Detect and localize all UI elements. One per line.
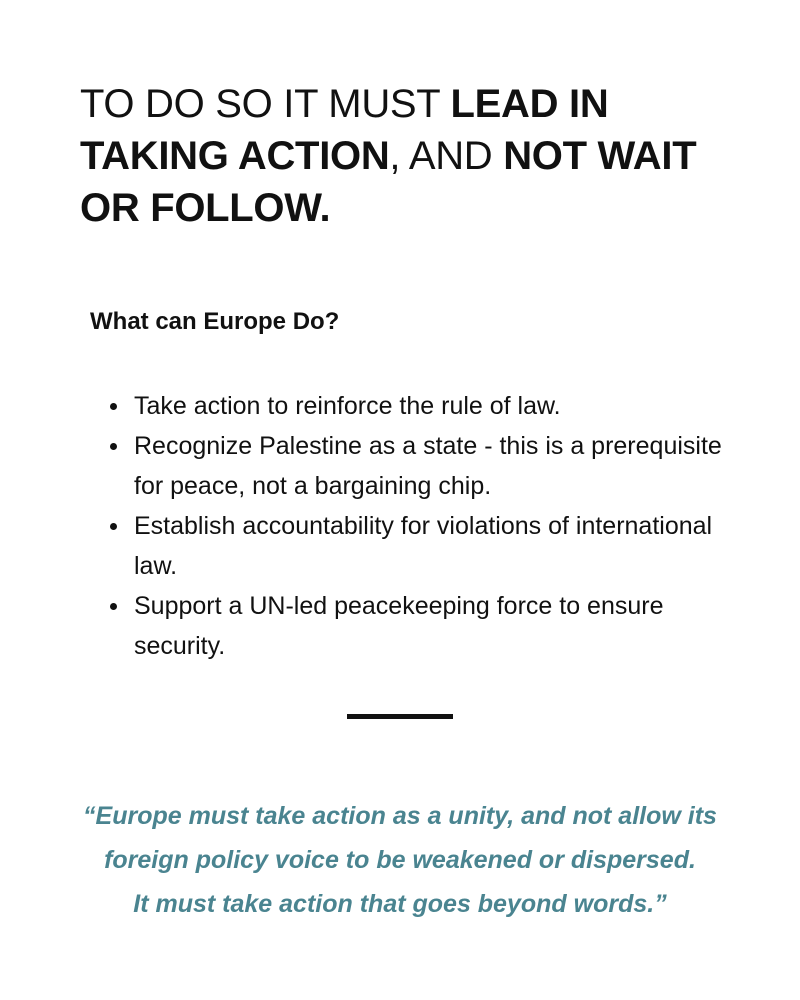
quote-line-3: It must take action that goes beyond words.” [133,890,667,918]
bullet-dot-icon [110,403,117,410]
headline-bold-2: NOT WAIT OR FOLLOW. [80,134,697,230]
list-item-text: Establish accountability for violations of international law. [134,512,713,580]
bullet-dot-icon [110,523,117,530]
headline-bold-1: LEAD IN TAKING ACTION [80,82,609,178]
subheading: What can Europe Do? [90,308,340,335]
bullet-dot-icon [110,443,117,450]
quote [20,794,780,926]
action-list [110,386,730,666]
bullet-dot-icon [110,603,117,610]
divider [347,714,453,719]
list-item-text: Recognize Palestine as a state - this is a prerequisite for peace, not a bargaining chip. [134,432,722,500]
quote-line-2: foreign policy voice to be weakened or dispersed. [104,846,696,874]
list-item [110,386,730,426]
headline-part-1: TO DO SO IT MUST [80,82,451,126]
list-item [110,506,730,586]
list-item [110,586,730,666]
quote-line-1: “Europe must take action as a unity, and not allow its [83,802,717,830]
list-item-text: Support a UN-led peacekeeping force to ensure security. [134,592,664,660]
list-item-text: Take action to reinforce the rule of law. [134,392,561,420]
headline [80,78,740,234]
list-item [110,426,730,506]
headline-part-2: , AND [389,134,504,178]
